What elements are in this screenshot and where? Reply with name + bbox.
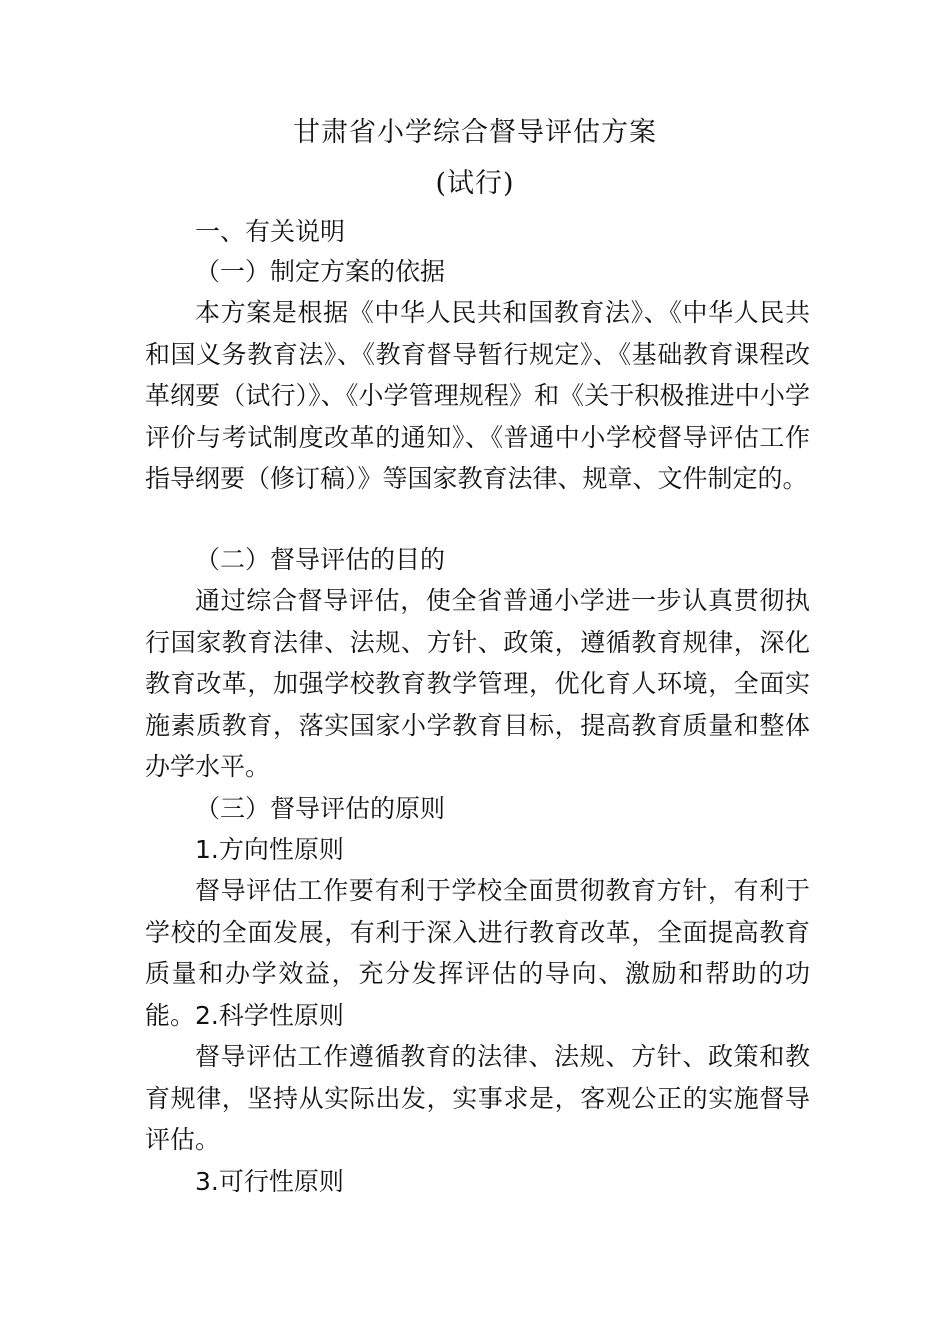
principle-heading-direction: 1.方向性原则	[195, 835, 344, 864]
subsection-heading-principles: （三）督导评估的原则	[195, 794, 446, 823]
paragraph-scientific: 督导评估工作遵循教育的法律、法规、方针、政策和教育规律，坚持从实际出发，实事求是，客观公正的实施督导评估。	[145, 1042, 810, 1155]
paragraph-purpose: 通过综合督导评估，使全省普通小学进一步认真贯彻执行国家教育法律、法规、方针、政策，遵循教育规律，深化教育改革，加强学校教育教学管理，优化育人环境，全面实施素质教育，落实国家小学教育目标，提高教育质量和整体办学水平。	[145, 586, 810, 782]
document-subtitle: (试行)	[435, 168, 515, 199]
principle-heading-feasibility: 3.可行性原则	[195, 1167, 344, 1196]
section-heading-1: 一、有关说明	[195, 217, 346, 246]
paragraph-direction: 督导评估工作要有利于学校全面贯彻教育方针，有利于学校的全面发展，有利于深入进行教育改革，全面提高教育质量和办学效益，充分发挥评估的导向、激励和帮助的功能。	[145, 876, 810, 1030]
document-title: 甘肃省小学综合督导评估方案	[293, 117, 657, 148]
subsection-heading-purpose: （二）督导评估的目的	[195, 545, 446, 574]
paragraph-basis: 本方案是根据《中华人民共和国教育法》、《中华人民共和国义务教育法》、《教育督导暂行规定》、《基础教育课程改革纲要（试行）》、《小学管理规程》和《关于积极推进中小学评价与考试制度改革的通知》、《普通中小学校督导评估工作指导纲要（修订稿）》等国家教育法律、规章、文件制定的。	[145, 298, 810, 494]
principle-heading-scientific: 2.科学性原则	[195, 1001, 344, 1030]
subsection-heading-basis: （一）制定方案的依据	[195, 257, 446, 286]
